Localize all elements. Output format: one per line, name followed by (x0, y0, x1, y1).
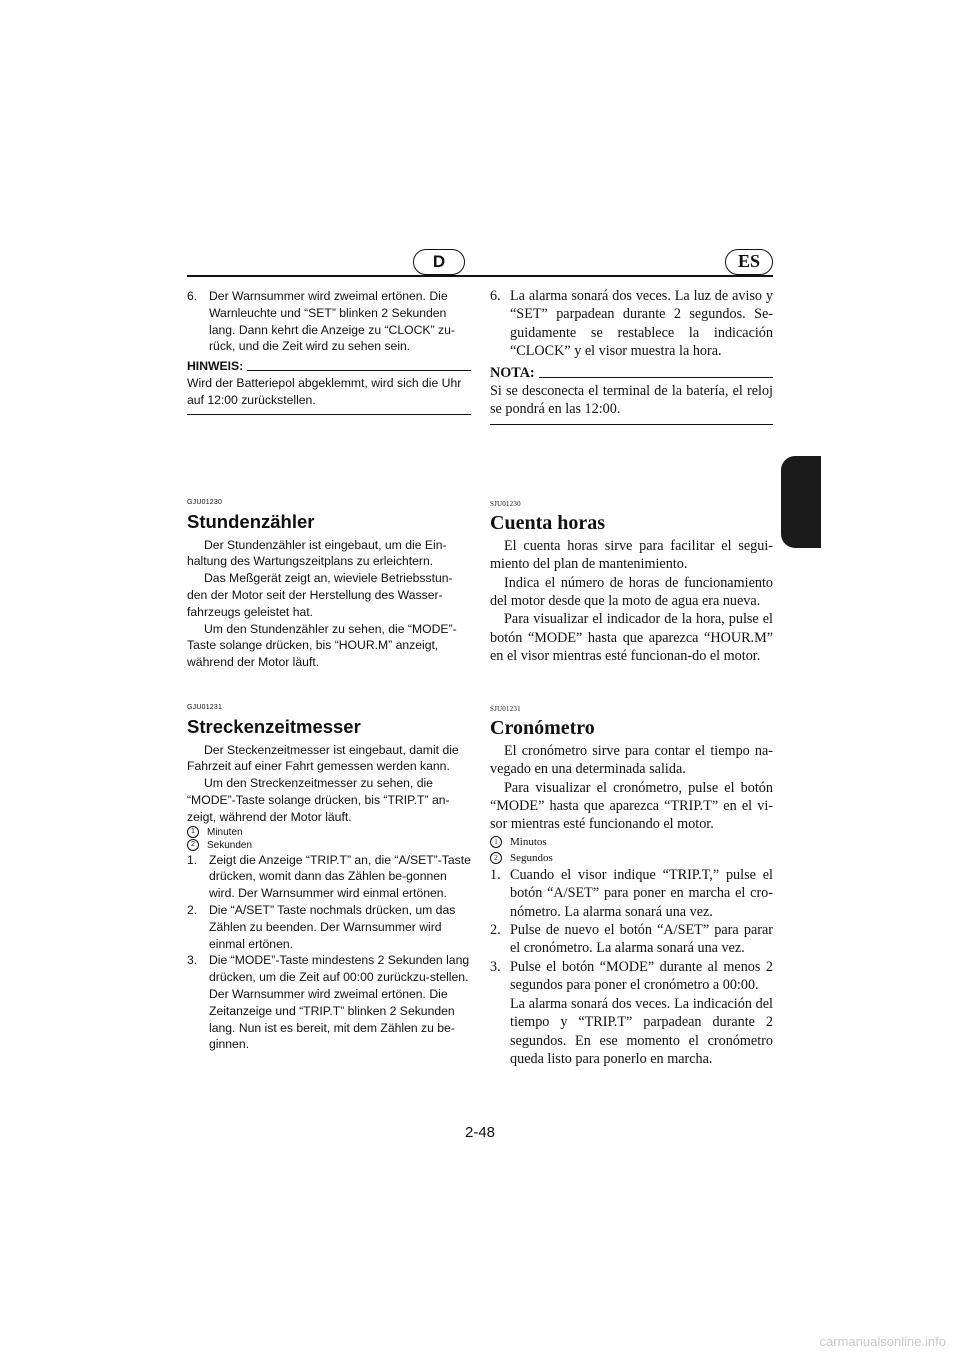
language-tab-es-label: ES (737, 251, 761, 271)
de-section2-paragraph-2: Um den Streckenzeitmesser zu sehen, die “MODE”-Taste solange drücken, bis “TRIP.T” an-zeigt, während der Motor läuft. (187, 776, 450, 824)
de-legend-1-text: Minuten (207, 826, 243, 838)
de-step-1-number: 1. (187, 852, 198, 867)
de-section2-title: Streckenzeitmesser (187, 715, 361, 737)
es-note-rule (539, 377, 773, 378)
de-step-6-number: 6. (187, 289, 198, 303)
de-section2-code: GJU01231 (187, 704, 223, 711)
de-section1-paragraph-3: Um den Stundenzähler zu sehen, die “MODE”-Taste solange drücken, bis “HOUR.M” anzeigt, während der Motor läuft. (187, 621, 457, 670)
es-step-3 (490, 958, 773, 1068)
es-step-3-text: Pulse el botón “MODE” durante al menos 2 segundos para poner el cronómetro a 00:00. (510, 958, 773, 994)
es-section1-title: Cuenta horas (490, 512, 606, 535)
es-section2-paragraph-2: Para visualizar el cronómetro, pulse el botón “MODE” hasta que aparezca “TRIP.T” en el vi-sor mientras esté funcionando el motor. (490, 779, 773, 833)
de-step-2-text: Die “A/SET” Taste nochmals drücken, um das Zählen zu beenden. Der Warnsummer wird einmal ertönen. (209, 902, 456, 951)
de-legend-2-marker: 2 (187, 839, 199, 851)
es-section2-title: Cronómetro (490, 717, 595, 740)
de-legend-item-1 (187, 826, 471, 839)
de-step-3-number: 3. (187, 953, 198, 968)
de-section-stundenzaehler (187, 495, 471, 671)
es-legend-2-marker: 2 (490, 852, 502, 864)
language-tab-de (413, 249, 465, 275)
chapter-side-tab (781, 456, 821, 548)
es-section1-code: SJU01230 (490, 500, 521, 508)
de-step-1 (187, 852, 471, 902)
de-legend-item-2 (187, 839, 471, 852)
de-section-streckenzeitmesser (187, 700, 471, 1053)
de-step-2 (187, 902, 471, 952)
de-note-rule (247, 370, 471, 371)
de-section2-paragraph-1: Der Steckenzeitmesser ist eingebaut, damit die Fahrzeit auf einer Fahrt gemessen werden kann. (187, 742, 459, 774)
de-step-6 (187, 288, 471, 355)
es-section1-paragraph-3: Para visualizar el indicador de la hora, pulse el botón “MODE” hasta que aparezca “HOUR.M” en el visor mientras esté funcionan-do el motor. (490, 611, 773, 665)
de-step-3-extra: Der Warnsummer wird zweimal ertönen. Die Zeitanzeige und “TRIP.T” blinken 2 Sekunden lang. Nun ist es bereit, mit dem Zählen zu be-ginnen. (209, 986, 455, 1052)
es-note-label: NOTA: (490, 364, 535, 381)
es-note-text: Si se desconecta el terminal de la batería, el reloj se pondrá en las 12:00. (490, 383, 773, 418)
de-note-end-rule (187, 414, 471, 415)
es-step-1-text: Cuando el visor indique “TRIP.T,” pulse el botón “A/SET” para poner en marcha el cro-nómetro. La alarma sonará una vez. (510, 866, 773, 920)
es-section-cronometro (490, 700, 773, 1068)
de-step-1-text: Zeigt die Anzeige “TRIP.T” an, die “A/SET”-Taste drücken, womit dann das Zählen be-gonnen wird. Der Warnsummer wird einmal ertönen. (209, 852, 471, 901)
de-step-2-number: 2. (187, 902, 198, 917)
es-step-3-number: 3. (490, 958, 501, 975)
es-legend-item-1 (490, 834, 773, 850)
language-tab-de-label: D (432, 252, 446, 271)
es-step-3-extra: La alarma sonará dos veces. La indicación del tiempo y “TRIP.T” parpadean durante 2 segundos. En ese momento el cronómetro queda listo para ponerlo en marcha. (510, 995, 773, 1067)
es-step-2-text: Pulse de nuevo el botón “A/SET” para parar el cronómetro. La alarma sonará una vez. (510, 922, 773, 957)
es-legend-1-marker: 1 (490, 836, 502, 848)
de-step-3 (187, 952, 471, 1053)
de-section1-title: Stundenzähler (187, 510, 315, 532)
de-legend-2-text: Sekunden (207, 839, 253, 851)
es-section1-paragraph-1: El cuenta horas sirve para facilitar el segui-miento del plan de mantenimiento. (490, 537, 773, 573)
de-step-3-text: Die “MODE”-Taste mindestens 2 Sekunden lang drücken, um die Zeit auf 00:00 zurückzu-stellen. (209, 953, 470, 985)
es-note-end-rule (490, 424, 773, 425)
de-note-header (187, 358, 471, 375)
es-section1-paragraph-2: Indica el número de horas de funcionamiento del motor desde que la moto de agua era nueva. (490, 574, 773, 610)
es-step-1-number: 1. (490, 866, 501, 883)
es-section2-paragraph-1: El cronómetro sirve para contar el tiempo na-vegado en una determinada salida. (490, 742, 773, 778)
de-note-label: HINWEIS: (187, 359, 244, 374)
page-number: 2-48 (464, 1124, 496, 1141)
es-step-2-number: 2. (490, 922, 501, 939)
de-section1-paragraph-1: Der Stundenzähler ist eingebaut, um die Ein-haltung des Wartungszeitplans zu erleichtern. (187, 537, 447, 569)
de-note-text: Wird der Batteriepol abgeklemmt, wird sich die Uhr auf 12:00 zurückstellen. (187, 375, 462, 407)
es-legend-1-text: Minutos (510, 835, 547, 848)
es-section2-code: SJU01231 (490, 705, 521, 713)
de-legend-1-marker: 1 (187, 826, 199, 838)
es-step-6-text: La alarma sonará dos veces. La luz de aviso y “SET” parpadean durante 2 segundos. Se-guidamente se restablece la indicación “CLOCK” y el visor muestra la hora. (510, 288, 773, 360)
language-tab-es (725, 249, 773, 275)
site-watermark: carmanualsonline.info (819, 1334, 946, 1349)
es-section-cuenta-horas (490, 495, 773, 666)
es-intro-block (490, 287, 773, 425)
es-legend-item-2 (490, 850, 773, 866)
header-rule (187, 275, 773, 277)
es-step-2 (490, 921, 773, 958)
es-legend-2-text: Segundos (510, 851, 553, 864)
de-section1-code: GJU01230 (187, 499, 223, 506)
es-step-1 (490, 866, 773, 921)
es-note-header (490, 364, 773, 382)
es-step-6-number: 6. (490, 288, 501, 304)
de-section1-paragraph-2: Das Meßgerät zeigt an, wieviele Betriebsstun-den der Motor seit der Herstellung des Wasser-fahrzeugs geleistet hat. (187, 571, 453, 619)
es-step-6 (490, 287, 773, 361)
de-step-6-text: Der Warnsummer wird zweimal ertönen. Die Warnleuchte und “SET” blinken 2 Sekunden lang. Dann kehrt die Anzeige zu “CLOCK” zu-rück, und die Zeit wird zu sehen sein. (209, 289, 455, 354)
de-intro-block (187, 288, 471, 415)
